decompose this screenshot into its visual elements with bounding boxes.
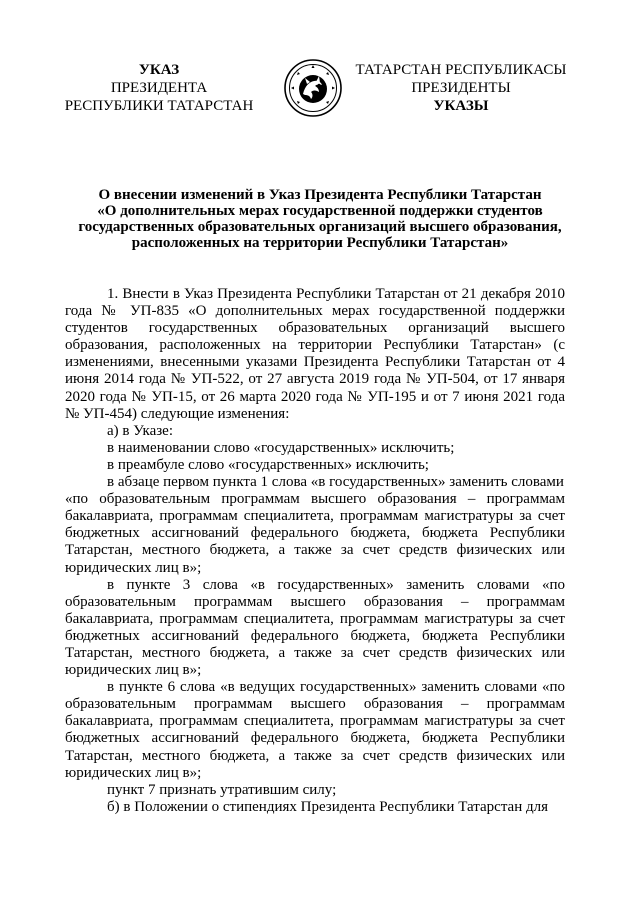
- title-line: О внесении изменений в Указ Президента Республики Татарстан: [98, 187, 542, 203]
- paragraph: в абзаце первом пункта 1 слова «в государственных» заменить словами: [107, 474, 564, 491]
- header-right: [355, 61, 567, 115]
- paragraph: в пункте 3 слова «в государственных» заменить словами «по образовательным программам высшего образования – программам бакалавриата, программам специалитета, программам магистратуры за счет бюджетных ассигнований федерального бюджета, бюджета Республики Татарстан, местного бюджета, а также за счет средств физических или юридических лиц в»;: [65, 576, 565, 679]
- paragraph: в пункте 6 слова «в ведущих государственных» заменить словами «по образовательным программам высшего образования – программам бакалавриата, программам специалитета, программам магистратуры за счет бюджетных ассигнований федерального бюджета, бюджета Республики Татарстан, местного бюджета, а также за счет средств физических или юридических лиц в»;: [65, 679, 565, 781]
- document-title: [60, 187, 580, 251]
- header-left-line1: УКАЗ: [138, 62, 180, 78]
- header-right-line1: ТАТАРСТАН РЕСПУБЛИКАСЫ: [355, 62, 567, 78]
- paragraph: б) в Положении о стипендиях Президента Республики Татарстан для: [107, 798, 549, 815]
- header-left-line2: ПРЕЗИДЕНТА: [110, 80, 208, 96]
- title-line: государственных образовательных организаций высшего образования,: [78, 219, 562, 235]
- paragraph: в преамбуле слово «государственных» исключить;: [107, 456, 429, 473]
- coat-of-arms-emblem-icon: [283, 58, 343, 118]
- paragraph: 1. Внести в Указ Президента Республики Татарстан от 21 декабря 2010 года № УП-835 «О дополнительных мерах государственной поддержки студентов государственных образовательных организаций высшего образования, расположенных на территории Республики Татарстан» (с изменениями, внесенными указами Президента Республики Татарстан от 4 июня 2014 года № УП-522, от 27 августа 2019 года № УП-504, от 17 января 2020 года № УП-15, от 26 марта 2020 года № УП-195 и от 7 июня 2021 года № УП-454) следующие изменения:: [65, 286, 565, 422]
- paragraph: пункт 7 признать утратившим силу;: [107, 781, 337, 798]
- paragraph: «по образовательным программам высшего образования – программам бакалавриата, программам специалитета, программам магистратуры за счет бюджетных ассигнований федерального бюджета, бюджета Республики Татарстан, местного бюджета, а также за счет средств физических или юридических лиц в»;: [65, 491, 565, 576]
- title-line: «О дополнительных мерах государственной поддержки студентов: [97, 203, 543, 219]
- header-right-line2: ПРЕЗИДЕНТЫ: [411, 80, 511, 96]
- header-right-line3: УКАЗЫ: [433, 98, 489, 114]
- paragraph: в наименовании слово «государственных» исключить;: [107, 439, 455, 456]
- header-left-line3: РЕСПУБЛИКИ ТАТАРСТАН: [64, 98, 254, 114]
- title-line: расположенных на территории Республики Татарстан»: [131, 235, 509, 251]
- document-body: [65, 286, 565, 816]
- paragraph: а) в Указе:: [107, 422, 174, 439]
- header-left: [55, 61, 263, 115]
